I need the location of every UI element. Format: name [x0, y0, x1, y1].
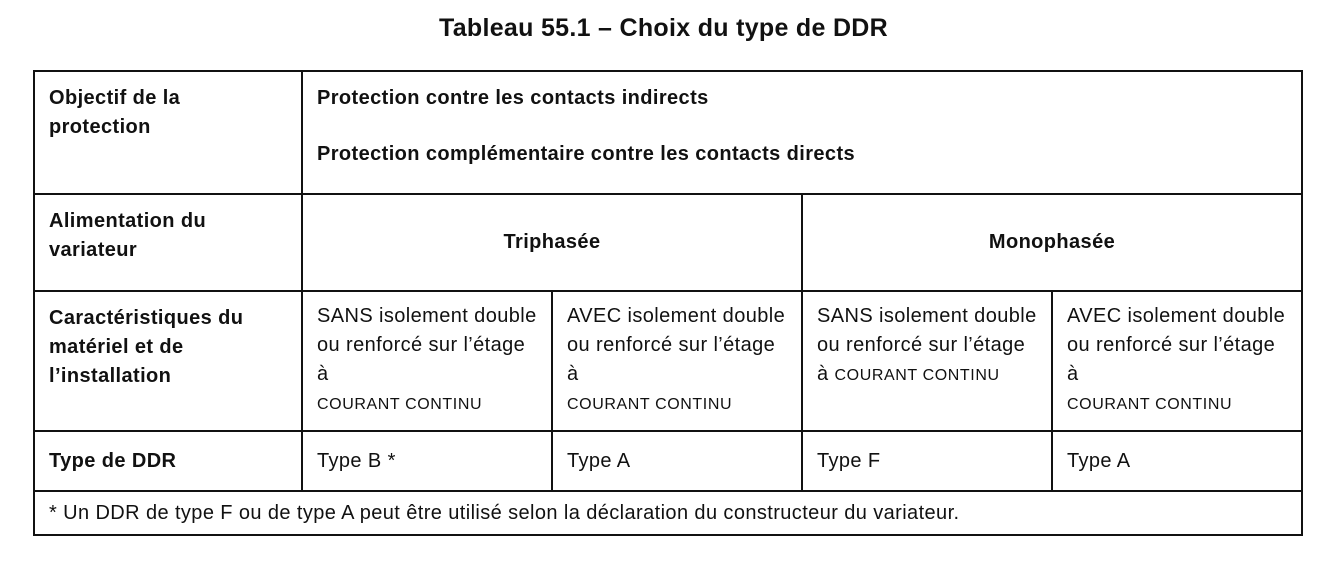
spacer: [317, 113, 1287, 140]
objective-value: [302, 71, 1302, 194]
ddr-type-value-4: Type A: [1052, 431, 1302, 491]
supply-three-phase: Triphasée: [302, 194, 802, 291]
table-row-objective: [34, 71, 1302, 194]
characteristics-cell-2: AVEC isolement double ou renforcé sur l’étage à COURANT CONTINU: [552, 291, 802, 431]
table-row-ddr-type: [34, 431, 1302, 491]
characteristics-label: Caractéristiques du matériel et de l’installation: [34, 291, 302, 431]
objective-label: Objectif de la protection: [34, 71, 302, 194]
table-title: Tableau 55.1 – Choix du type de DDR: [438, 14, 889, 42]
footnote: * Un DDR de type F ou de type A peut être utilisé selon la déclaration du constructeur du variateur.: [34, 491, 1302, 535]
ddr-type-table: [33, 70, 1303, 536]
supply-label: Alimentation du variateur: [34, 194, 302, 291]
ddr-type-value-1: Type B *: [302, 431, 552, 491]
supply-single-phase: Monophasée: [802, 194, 1302, 291]
characteristics-cell-3: SANS isolement double ou renforcé sur l’étage à COURANT CONTINU: [802, 291, 1052, 431]
ddr-type-value-3: Type F: [802, 431, 1052, 491]
table-row-footnote: [34, 491, 1302, 535]
table-row-supply: [34, 194, 1302, 291]
objective-line-indirect: Protection contre les contacts indirects: [317, 87, 709, 109]
ddr-type-value-2: Type A: [552, 431, 802, 491]
characteristics-cell-4: AVEC isolement double ou renforcé sur l’étage à COURANT CONTINU: [1052, 291, 1302, 431]
ddr-type-label: Type de DDR: [34, 431, 302, 491]
table-row-characteristics: [34, 291, 1302, 431]
characteristics-cell-1: SANS isolement double ou renforcé sur l’étage à COURANT CONTINU: [302, 291, 552, 431]
objective-line-direct: Protection complémentaire contre les contacts directs: [317, 143, 856, 165]
